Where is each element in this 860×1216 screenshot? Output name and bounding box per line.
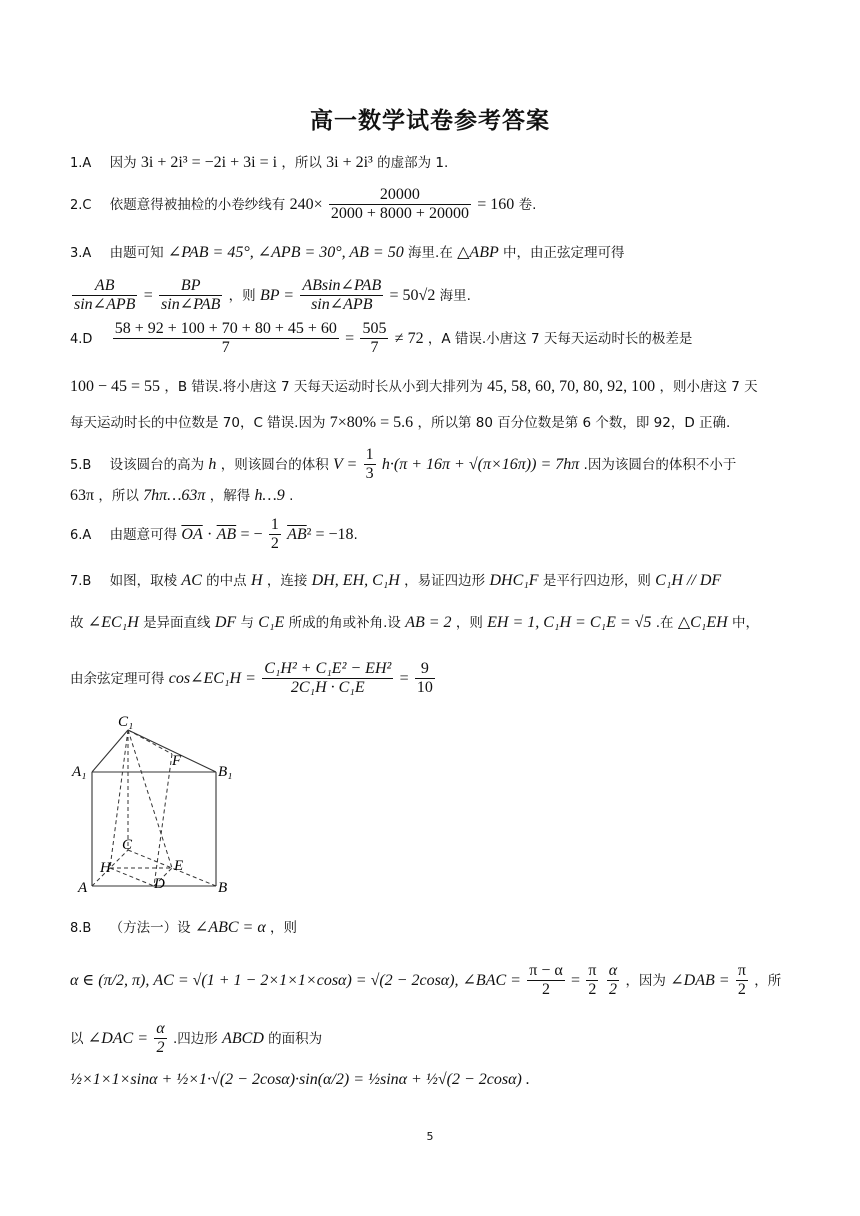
text: 中， — [731, 615, 759, 631]
formula: 3i + 2i³ — [326, 154, 373, 171]
formula: h·(π + 16π + √(π×16π)) = 7hπ — [381, 455, 580, 473]
label-B: B — [218, 880, 228, 896]
text: 故 — [70, 615, 84, 631]
answer-2 — [70, 186, 536, 224]
formula: 240× — [289, 195, 323, 213]
formula: = − — [240, 525, 263, 543]
fraction: $\frac{\text{C₁H² + C₁E² − EH²}}{\text{2C₁H · C₁E}}$ — [264, 660, 392, 697]
answer-7-line-1 — [70, 571, 721, 590]
question-number: 4.D — [70, 331, 93, 347]
text: ，所以 — [98, 488, 139, 504]
text: ，所 — [754, 972, 782, 989]
text: . — [353, 526, 358, 543]
fraction: $\frac{\pi}{2}$ — [588, 962, 597, 999]
text: 是异面直线 — [143, 615, 211, 631]
formula: ∠ABC = α — [194, 919, 266, 936]
text: 与 — [240, 615, 254, 631]
formula: ² = −18 — [306, 525, 354, 543]
text: 的面积为 — [268, 1030, 323, 1047]
answer-7-line-2 — [70, 613, 759, 632]
formula: α ∈ (π/2, π), AC = √(1 + 1 − 2×1×1×cosα) = √(2 − 2cosα), ∠BAC = — [70, 971, 521, 989]
text: （方法一）设 — [109, 920, 191, 936]
question-number: 8.B — [70, 921, 92, 936]
text: 的虚部为 1. — [377, 155, 449, 171]
prism-figure — [70, 712, 250, 902]
formula: BP = — [259, 286, 295, 304]
fraction: $\frac{\pi}{2}$ — [737, 962, 746, 999]
text: ，A 错误.小唐这 7 天每天运动时长的极差是 — [427, 330, 693, 347]
label-E: E — [174, 858, 184, 874]
fraction: $\frac{20000}{2000 + 8000 + 20000}$ — [330, 186, 469, 223]
text: 依题意得被抽检的小卷纱线有 — [109, 196, 286, 213]
formula: ∠PAB = 45°, ∠APB = 30°, AB = 50 — [167, 244, 404, 261]
answer-5-line-1 — [70, 446, 736, 484]
text: 所成的角或补角.设 — [288, 615, 401, 631]
formula: 63π — [70, 487, 95, 504]
fraction: $\frac{505}{7}$ — [362, 320, 387, 357]
formula: V = — [333, 455, 358, 473]
formula: 7hπ…63π — [143, 487, 206, 504]
text: 海里.在 — [408, 245, 453, 261]
formula: ≠ 72 — [394, 329, 424, 347]
formula: ABCD — [222, 1029, 264, 1047]
label-A: A — [78, 880, 88, 896]
answer-1 — [70, 153, 448, 172]
operator: = — [399, 669, 409, 687]
formula: H — [250, 572, 263, 589]
text: 以 — [70, 1030, 84, 1047]
text: 每天运动时长的中位数是 70，C 错误.因为 — [70, 415, 326, 431]
fraction: $\frac{\alpha}{2}$ — [156, 1020, 165, 1057]
formula: 45, 58, 60, 70, 80, 92, 100 — [487, 378, 656, 395]
label-B1: B₁ — [218, 764, 233, 780]
answer-8-line-2 — [70, 962, 781, 1000]
answer-8-line-1 — [70, 918, 297, 937]
label-C1: C₁ — [118, 714, 134, 730]
fraction: $\frac{\text{ABsin∠PAB}}{\text{sin∠APB}}$ — [302, 277, 382, 314]
answer-3-line-1 — [70, 243, 625, 262]
text: .四边形 — [173, 1030, 218, 1047]
formula: △C₁EH — [677, 614, 728, 631]
page-number: 5 — [426, 1130, 434, 1143]
page-title: 高一数学试卷参考答案 — [310, 108, 550, 134]
formula: C₁H // DF — [655, 572, 722, 589]
vector: $\overline{AB}$ — [216, 525, 237, 543]
fraction: $\frac{\alpha}{2}$ — [608, 962, 618, 999]
formula: DF — [214, 614, 237, 631]
text: 由题意可得 — [109, 526, 178, 543]
fraction: $\frac{AB}{\text{sin∠APB}}$ — [74, 277, 136, 314]
answer-4-line-3 — [70, 413, 730, 432]
fraction: $\frac{\pi - \alpha}{2}$ — [529, 962, 563, 999]
formula: AB = 2 — [405, 614, 452, 631]
text: 是平行四边形，则 — [542, 573, 651, 589]
fraction: $\frac{58 + 92 + 100 + 70 + 80 + 45 + 60}{7}$ — [114, 320, 337, 357]
question-number: 3.A — [70, 246, 92, 261]
question-number: 7.B — [70, 574, 92, 589]
label-H: H — [100, 860, 111, 876]
text: . — [289, 488, 294, 504]
question-number: 1.A — [70, 156, 92, 171]
label-A1: A₁ — [72, 764, 87, 780]
label-F: F — [172, 753, 182, 769]
text: 由题可知 — [109, 245, 164, 261]
answer-6 — [70, 516, 358, 554]
text: ，则 — [270, 920, 298, 936]
answer-8-line-4 — [70, 1070, 530, 1089]
vector: $\overline{AB}$ — [287, 525, 307, 543]
operator: · — [207, 525, 213, 543]
formula: ∠EC₁H — [87, 614, 139, 631]
formula: = 160 — [477, 195, 515, 213]
fraction: $\frac{1}{2}$ — [270, 516, 279, 553]
fraction: $\frac{BP}{\text{sin∠PAB}}$ — [161, 277, 221, 314]
label-C: C — [122, 837, 133, 853]
text: 如图，取棱 — [109, 573, 178, 589]
formula: DHC₁F — [489, 572, 539, 589]
formula: AC — [181, 572, 202, 589]
text: 由余弦定理可得 — [70, 670, 165, 687]
formula: 3i + 2i³ = −2i + 3i = i — [140, 154, 278, 171]
formula: 100 − 45 = 55 — [70, 378, 161, 395]
fraction: $\frac{9}{10}$ — [416, 660, 433, 697]
formula: EH = 1, C₁H = C₁E = √5 — [487, 614, 652, 631]
answer-5-line-2 — [70, 486, 293, 505]
text: ，所以第 80 百分位数是第 6 个数，即 92，D 正确. — [417, 415, 731, 431]
formula: ½×1×1×sinα + ½×1·√(2 − 2cosα)·sin(α/2) = ½sinα + ½√(2 − 2cosα) . — [70, 1071, 530, 1088]
operator: = — [571, 971, 581, 989]
question-number: 6.A — [70, 527, 92, 543]
answer-4-line-1: 4.D $\frac{58 + 92 + 100 + 70 + 80 + 45 + 60}{7}$ = $\frac{505}{7}$ ≠ 72 ，A 错误.小唐这 7 天每天运动时长的极差是 — [70, 320, 693, 357]
formula: C₁E — [258, 614, 285, 631]
text: .因为该圆台的体积不小于 — [583, 456, 737, 473]
formula: h — [208, 455, 217, 473]
vector: $\overline{OA}$ — [181, 525, 203, 543]
text: .在 — [655, 615, 674, 631]
text: ，则 — [228, 287, 256, 304]
text: 的中点 — [206, 573, 247, 589]
text: 海里. — [439, 287, 471, 304]
text: 设该圆台的高为 — [109, 456, 205, 473]
formula: = 50√2 — [389, 286, 436, 304]
text: ，则该圆台的体积 — [220, 456, 329, 473]
answer-8-line-3 — [70, 1020, 322, 1058]
formula: ∠DAB = — [670, 971, 730, 989]
formula: 7×80% = 5.6 — [329, 414, 414, 431]
text: 因为 — [109, 155, 137, 171]
question-number: 5.B — [70, 457, 92, 473]
formula: cos∠EC₁H = — [168, 669, 256, 687]
text: ，则小唐这 7 天 — [659, 379, 758, 395]
text: 卷. — [518, 196, 537, 213]
formula: △ABP — [457, 244, 499, 261]
question-number: 2.C — [70, 197, 92, 213]
text: ，连接 — [266, 573, 308, 589]
label-D: D — [154, 876, 165, 892]
text: ，所以 — [281, 155, 322, 171]
answer-7-line-3 — [70, 660, 437, 698]
answer-3-line-2: $\frac{AB}{\text{sin∠APB}}$ = $\frac{BP}{\text{sin∠PAB}}$ ，则 BP = $\frac{\text{ABsin∠PAB}}{\text{sin∠APB}}$ = 50√2 海里. — [74, 277, 471, 314]
formula: h…9 — [254, 487, 285, 504]
text: ，B 错误.将小唐这 7 天每天运动时长从小到大排列为 — [164, 379, 483, 395]
text: ，则 — [455, 615, 483, 631]
text: 中，由正弦定理可得 — [503, 245, 625, 261]
formula: DH, EH, C₁H — [311, 572, 400, 589]
text: ，解得 — [209, 488, 251, 504]
answer-4-line-2 — [70, 377, 758, 396]
formula: ∠DAC = — [87, 1029, 148, 1047]
text: ，易证四边形 — [404, 573, 486, 589]
text: ，因为 — [625, 972, 666, 989]
fraction: $\frac{1}{3}$ — [365, 446, 374, 483]
